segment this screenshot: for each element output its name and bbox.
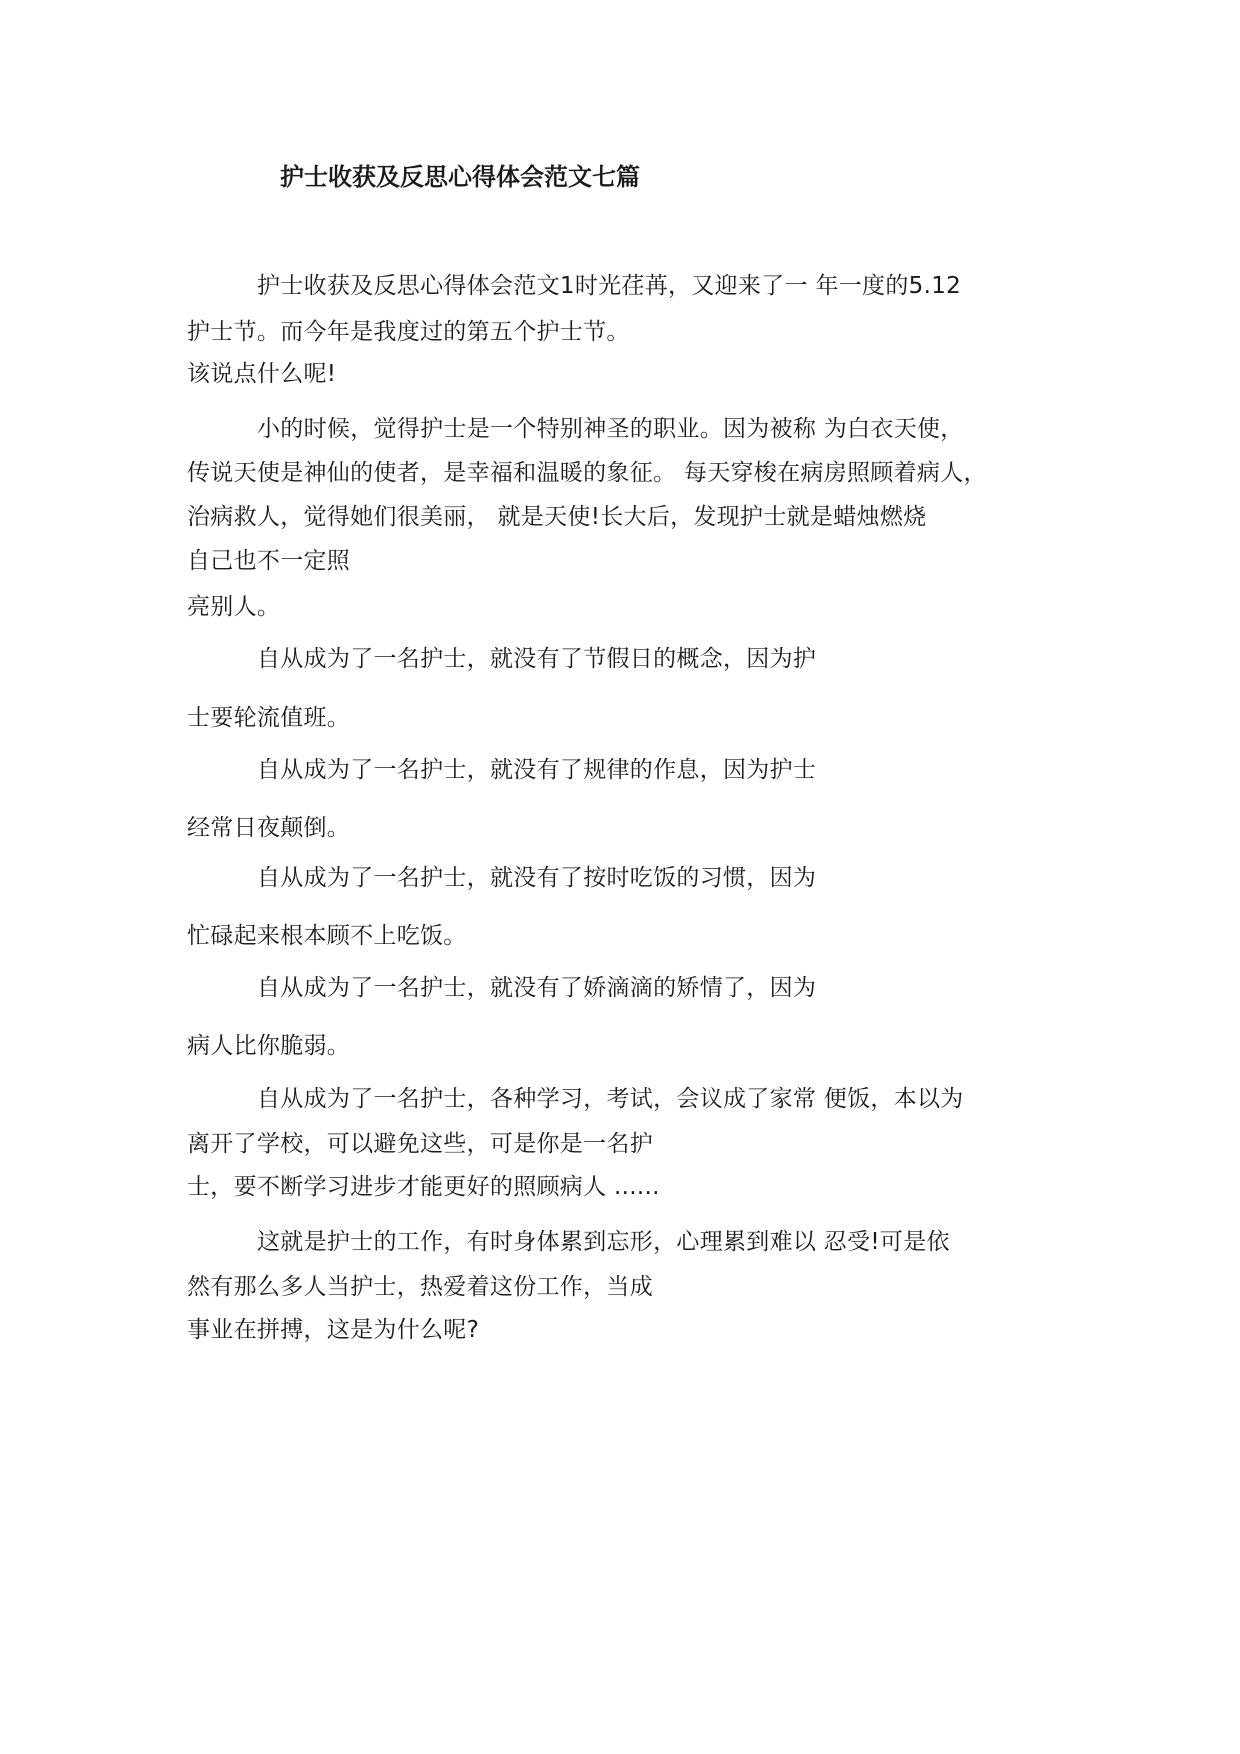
paragraph-line: 自从成为了一名护士，就没有了娇滴滴的矫情了，因为 [257,975,817,1001]
document-title: 护士收获及反思心得体会范文七篇 [280,163,640,191]
paragraph-line: 然有那么多人当护士，热爱着这份工作，当成 [187,1274,653,1300]
paragraph-line: 该说点什么呢! [187,361,337,387]
paragraph-line: 士要轮流值班。 [187,705,351,731]
paragraph-line: 忙碌起来根本顾不上吃饭。 [187,923,467,949]
paragraph-line: 士，要不断学习进步才能更好的照顾病人 ...... [187,1174,660,1200]
paragraph-line: 这就是护士的工作，有时身体累到忘形，心理累到难以 忍受!可是依 [257,1229,950,1255]
paragraph-line: 自己也不一定照 [187,548,351,574]
paragraph-line: 小的时候，觉得护士是一个特别神圣的职业。因为被称 为白衣天使， [257,416,964,442]
paragraph-line: 治病救人，觉得她们很美丽， 就是天使!长大后，发现护士就是蜡烛燃烧 [187,504,927,530]
paragraph-line: 自从成为了一名护士，各种学习，考试，会议成了家常 便饭，本以为 [257,1086,964,1112]
paragraph-line: 传说天使是神仙的使者，是幸福和温暖的象征。 每天穿梭在病房照顾着病人， [187,460,987,486]
paragraph-line: 护士节。而今年是我度过的第五个护士节。 [187,319,630,345]
paragraph-line: 亮别人。 [187,594,281,620]
paragraph-line: 自从成为了一名护士，就没有了按时吃饭的习惯，因为 [257,865,817,891]
paragraph-line: 事业在拼搏，这是为什么呢? [187,1317,480,1343]
paragraph-line: 离开了学校，可以避免这些，可是你是一名护 [187,1131,653,1157]
paragraph-line: 经常日夜颠倒。 [187,815,351,841]
paragraph-line: 自从成为了一名护士，就没有了节假日的概念，因为护 [257,646,817,672]
paragraph-line: 自从成为了一名护士，就没有了规律的作息，因为护士 [257,757,817,783]
paragraph-line: 病人比你脆弱。 [187,1033,351,1059]
paragraph-line: 护士收获及反思心得体会范文1时光荏苒，又迎来了一 年一度的5.12 [257,273,962,299]
